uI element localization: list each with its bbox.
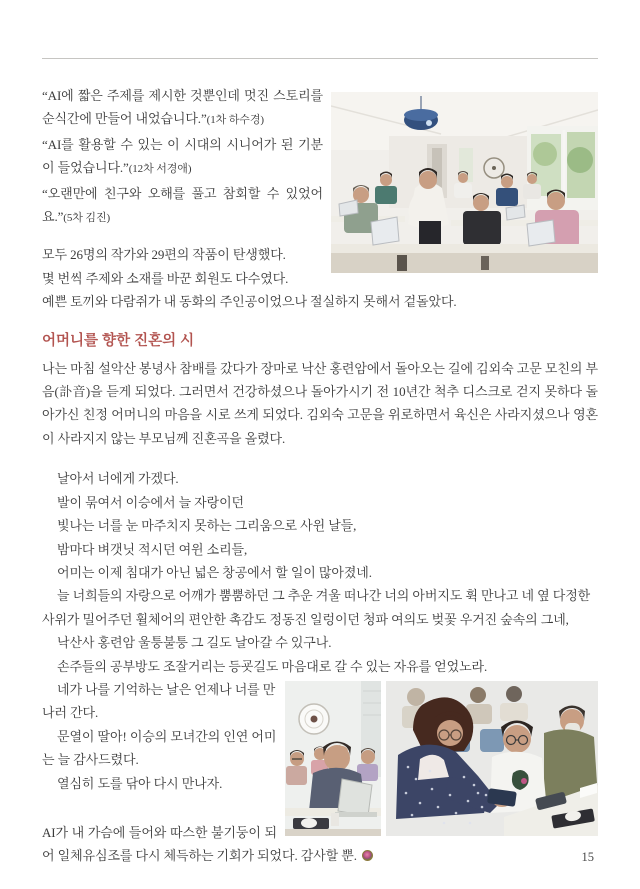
summary-line: 모두 26명의 작가와 29편의 작품이 탄생했다. xyxy=(42,247,286,263)
bottom-photos xyxy=(285,681,598,836)
section-heading: 어머니를 향한 진혼의 시 xyxy=(42,332,195,349)
poem-line: 밤마다 벼갯닛 적시던 여윈 소리들, xyxy=(57,541,248,557)
poem-line: 문열이 딸아! 이승의 모녀간의 인연 어미는 늘 감사드렸다. xyxy=(42,728,277,768)
poem-line: 낙산사 홍련암 울퉁불퉁 그 길도 날아갈 수 있구나. xyxy=(57,635,332,651)
poem-line: 열심히 도를 닦아 다시 만나자. xyxy=(57,775,223,791)
classroom-photo xyxy=(331,92,598,273)
poem-line: 네가 나를 기억하는 날은 언제나 너를 만나러 간다. xyxy=(42,681,276,721)
quote-attribution: (1차 하수경) xyxy=(206,114,264,127)
poem-line: 발이 묶여서 이승에서 늘 자랑이던 xyxy=(57,494,245,510)
quote-attribution: (5차 김진) xyxy=(63,212,111,225)
closing-text: AI가 내 가슴에 들어와 따스한 불기둥이 되어 일체유심조를 다시 체득하는 기회가 되었다. 감사할 뿐. xyxy=(42,824,357,864)
flower-end-mark-icon xyxy=(362,850,373,861)
poem-line: 빛나는 너를 눈 마주치지 못하는 그리움으로 사윈 날들, xyxy=(57,518,357,534)
member-portrait-photo xyxy=(285,681,381,836)
phone-coaching-illustration xyxy=(386,681,598,836)
poem-line: 늘 너희들의 자랑으로 어깨가 뿜뿜하던 그 추운 겨울 떠나간 너의 아버지도 휙 만나고 네 옆 다정한 사위가 밀어주던 휠체어의 편안한 촉감도 정동진 일렁이던 청파 여의도 벚꽃 우거진 숲속의 그네, xyxy=(42,588,591,627)
summary-line: 몇 번씩 주제와 소재를 바꾼 회원도 다수였다. xyxy=(42,270,289,286)
phone-coaching-photo xyxy=(386,681,598,836)
poem-line: 어미는 이제 침대가 아닌 넓은 창공에서 할 일이 많아졌네. xyxy=(57,564,372,580)
member-portrait-illustration xyxy=(285,681,381,836)
section-intro: 나는 마침 설악산 봉녕사 참배를 갔다가 장마로 낙산 홍련암에서 돌아오는 길에 김외숙 고문 모친의 부음(訃音)을 듣게 되었다. 그러면서 건강하셨으나 돌아가시기 전 10년간 척추 디스크로 걷지 못하다 돌아가신 친정 어머니의 마음을 시로 쓰게 되었다. 김외숙 고문을 위로하면서 육신은 사라지셨으나 영혼이 사라지지 않는 부모님께 진혼곡을 올렸다. xyxy=(42,360,598,446)
quote-text: “AI에 짧은 주제를 제시한 것뿐인데 멋진 스토리를 순식간에 만들어 내었습니다.” xyxy=(42,88,323,127)
requiem-poem xyxy=(42,467,598,795)
quote-attribution: (12차 서경애) xyxy=(128,163,192,176)
summary-line: 예쁜 토끼와 다람쥐가 내 동화의 주인공이었으나 절실하지 못해서 겉돌았다. xyxy=(42,294,457,310)
poem-line: 손주들의 공부방도 조잘거리는 등굣길도 마음대로 갈 수 있는 자유를 얻었노라. xyxy=(57,658,488,674)
quote-text: “AI를 활용할 수 있는 이 시대의 시니어가 된 기분이 들었습니다.” xyxy=(42,136,323,176)
quote-text: “오랜만에 친구와 오해를 풀고 참회할 수 있었어요.” xyxy=(42,185,323,225)
poem-line: 날아서 너에게 가겠다. xyxy=(57,471,179,487)
header-rule xyxy=(42,58,598,59)
classroom-photo-illustration xyxy=(331,92,598,273)
page-number: 15 xyxy=(581,850,594,864)
lead-section xyxy=(42,84,598,314)
